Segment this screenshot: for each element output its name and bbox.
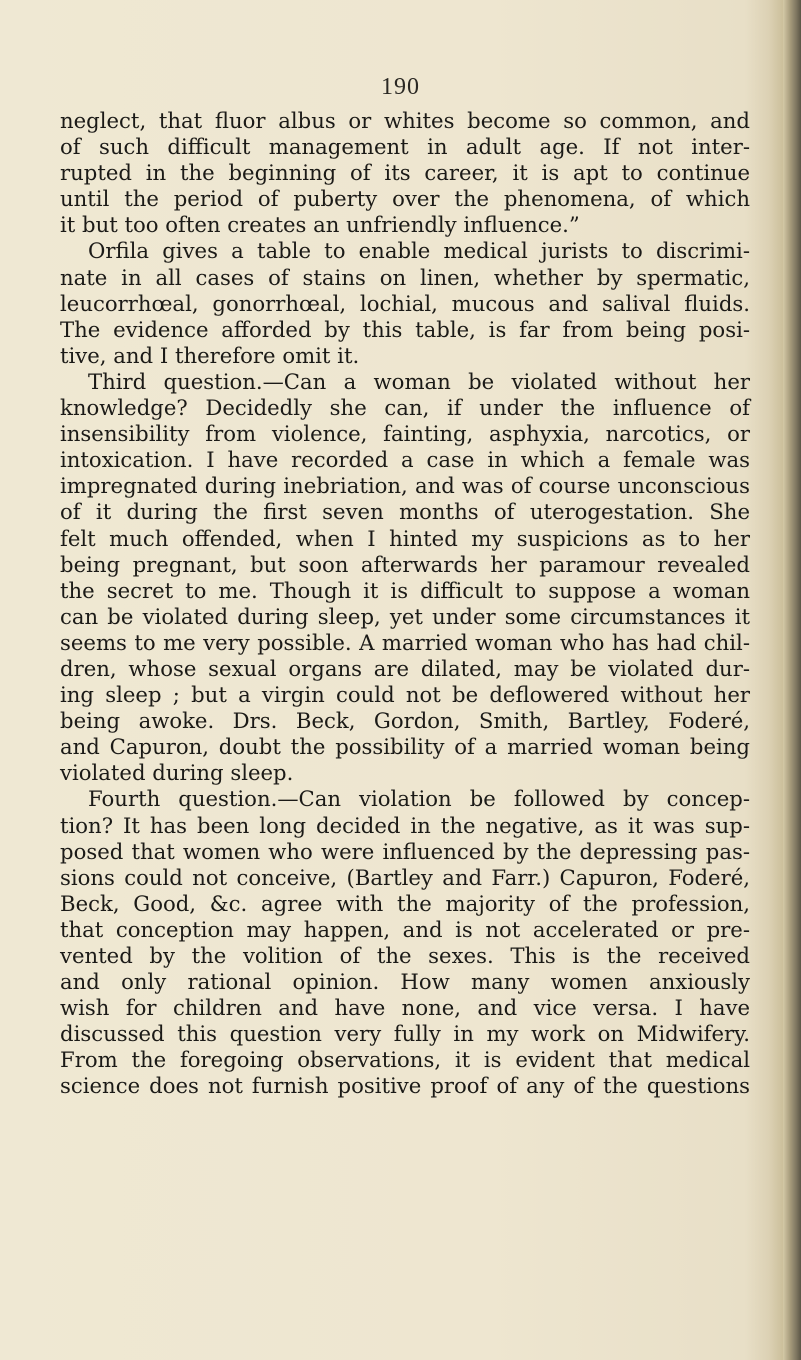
text-line: The evidence afforded by this table, is far from being posi- (60, 316, 750, 342)
text-line: knowledge? Decidedly she can, if under the influence of (60, 395, 750, 421)
text-line: tion? It has been long decided in the negative, as it was sup- (60, 812, 750, 838)
text-line: nate in all cases of stains on linen, whether by spermatic, (60, 264, 750, 290)
text-line: that conception may happen, and is not accelerated or pre- (60, 916, 750, 942)
text-line: Orfila gives a table to enable medical jurists to discrimi- (88, 238, 750, 264)
text-line: of such difficult management in adult age. If not inter- (60, 134, 750, 160)
text-line: of it during the first seven months of uterogestation. She (60, 499, 750, 525)
text-line: Third question.—Can a woman be violated without her (88, 368, 750, 394)
text-line: it but too often creates an unfriendly influence.” (60, 212, 580, 238)
text-line: being awoke. Drs. Beck, Gordon, Smith, Bartley, Foderé, (60, 708, 750, 734)
text-line: being pregnant, but soon afterwards her paramour revealed (60, 551, 750, 577)
text-line: until the period of puberty over the phenomena, of which (60, 186, 750, 212)
text-line: wish for children and have none, and vice versa. I have (60, 995, 750, 1021)
text-line: tive, and I therefore omit it. (60, 342, 360, 368)
text-line: Fourth question.—Can violation be followed by concep- (88, 786, 750, 812)
text-line: ing sleep ; but a virgin could not be deflowered without her (60, 682, 750, 708)
page-edge-shadow (783, 0, 801, 1360)
text-line: discussed this question very fully in my work on Midwifery. (60, 1021, 750, 1047)
text-line: neglect, that fluor albus or whites become so common, and (60, 108, 750, 133)
text-line: science does not furnish positive proof of any of the questions (60, 1073, 750, 1099)
text-line: From the foregoing observations, it is evident that medical (60, 1047, 750, 1073)
page-number: 190 (381, 74, 420, 100)
body-text (60, 108, 750, 1100)
text-line: leucorrhœal, gonorrhœal, lochial, mucous and salival fluids. (60, 290, 750, 316)
text-line: Beck, Good, &c. agree with the majority of the profession, (60, 890, 750, 916)
text-line: dren, whose sexual organs are dilated, may be violated dur- (60, 655, 750, 681)
text-line: and only rational opinion. How many women anxiously (60, 969, 750, 995)
text-line: insensibility from violence, fainting, asphyxia, narcotics, or (60, 421, 750, 447)
text-line: intoxication. I have recorded a case in which a female was (60, 447, 750, 473)
text-line: rupted in the beginning of its career, it is apt to continue (60, 160, 750, 186)
text-line: vented by the volition of the sexes. This is the received (60, 943, 750, 968)
text-line: seems to me very possible. A married woman who has had chil- (60, 629, 750, 655)
text-line: posed that women who were influenced by the depressing pas- (60, 838, 750, 864)
text-line: violated during sleep. (60, 760, 294, 786)
text-line: impregnated during inebriation, and was of course unconscious (60, 473, 750, 499)
text-line: sions could not conceive, (Bartley and Farr.) Capuron, Foderé, (60, 864, 750, 890)
text-line: felt much offended, when I hinted my suspicions as to her (60, 525, 750, 551)
text-line: the secret to me. Though it is difficult to suppose a woman (60, 577, 750, 603)
text-line: can be violated during sleep, yet under some circumstances it (60, 603, 750, 629)
text-line: and Capuron, doubt the possibility of a married woman being (60, 734, 750, 760)
